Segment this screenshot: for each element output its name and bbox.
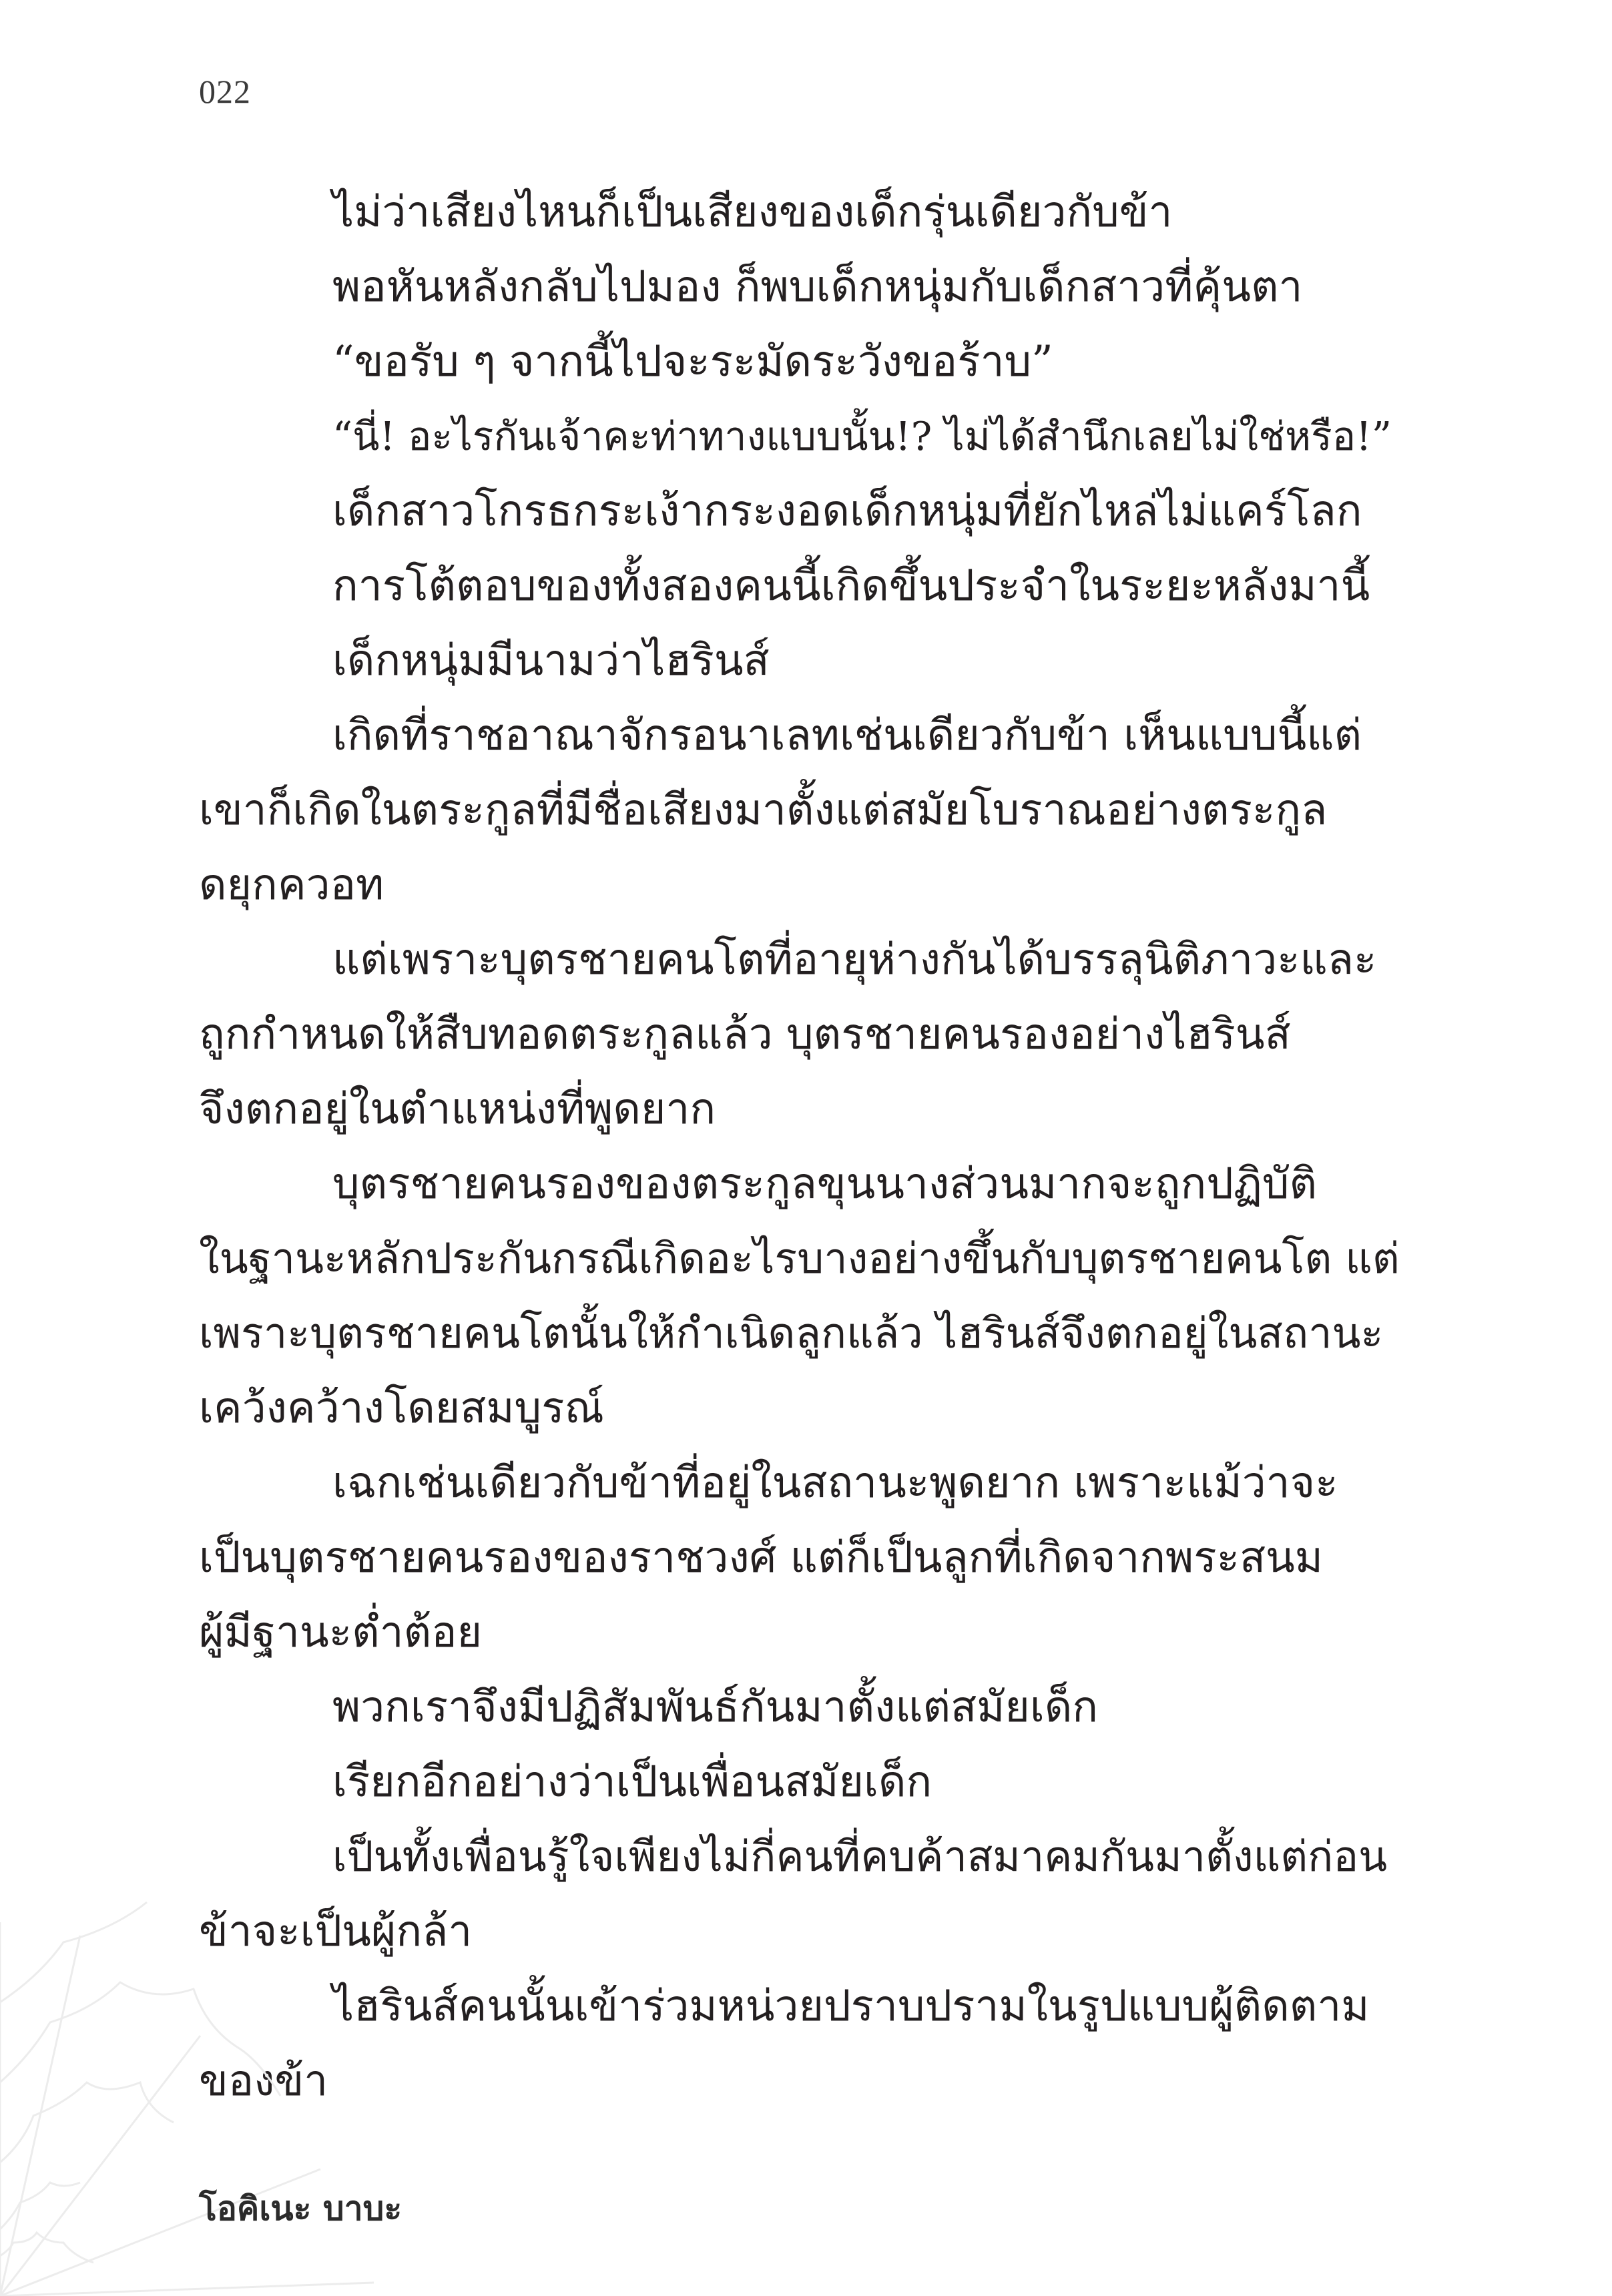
author-name: โอคิเนะ บาบะ: [199, 2189, 402, 2228]
text-line: เป็นบุตรชายคนรองของราชวงศ์ แต่ก็เป็นลูกที่เกิดจากพระสนม: [199, 1533, 1323, 1583]
text-line: เขาก็เกิดในตระกูลที่มีชื่อเสียงมาตั้งแต่สมัยโบราณอย่างตระกูล: [199, 786, 1328, 835]
text-line: เกิดที่ราชอาณาจักรอนาเลทเช่นเดียวกับข้า เห็นแบบนี้แต่: [332, 711, 1362, 760]
page-number: 022: [199, 73, 251, 110]
text-line: เรียกอีกอย่างว่าเป็นเพื่อนสมัยเด็ก: [332, 1757, 932, 1807]
text-line: “ขอรับ ๆ จากนี้ไปจะระมัดระวังขอร้าบ”: [332, 337, 1053, 386]
text-line: ข้าจะเป็นผู้กล้า: [199, 1907, 473, 1956]
text-line: การโต้ตอบของทั้งสองคนนี้เกิดขึ้นประจำในระยะหลังมานี้: [332, 561, 1370, 611]
text-line: บุตรชายคนรองของตระกูลขุนนางส่วนมากจะถูกปฏิบัติ: [332, 1159, 1317, 1209]
text-line: ผู้มีฐานะต่ำต้อย: [199, 1608, 483, 1657]
text-line: เป็นทั้งเพื่อนรู้ใจเพียงไม่กี่คนที่คบค้าสมาคมกันมาตั้งแต่ก่อน: [332, 1832, 1388, 1881]
text-line: “นี่! อะไรกันเจ้าคะท่าทางแบบนั้น!? ไม่ได้สำนึกเลยไม่ใช่หรือ!”: [332, 413, 1392, 459]
text-line: ดยุกควอท: [199, 860, 384, 910]
text-line: เด็กหนุ่มมีนามว่าไฮรินส์: [332, 636, 770, 685]
text-line: จึงตกอยู่ในตำแหน่งที่พูดยาก: [199, 1085, 716, 1134]
body-text: [199, 175, 1400, 2118]
text-line: ของข้า: [199, 2056, 328, 2106]
text-line: พวกเราจึงมีปฏิสัมพันธ์กันมาตั้งแต่สมัยเด็ก: [332, 1683, 1099, 1732]
text-line: เฉกเช่นเดียวกับข้าที่อยู่ในสถานะพูดยาก เพราะแม้ว่าจะ: [332, 1458, 1338, 1508]
text-line: ถูกกำหนดให้สืบทอดตระกูลแล้ว บุตรชายคนรองอย่างไฮรินส์: [199, 1010, 1291, 1059]
text-line: ในฐานะหลักประกันกรณีเกิดอะไรบางอย่างขึ้นกับบุตรชายคนโต แต่: [199, 1234, 1400, 1283]
text-line: เพราะบุตรชายคนโตนั้นให้กำเนิดลูกแล้ว ไฮรินส์จึงตกอยู่ในสถานะ: [199, 1309, 1384, 1358]
text-line: ไม่ว่าเสียงไหนก็เป็นเสียงของเด็กรุ่นเดียวกับข้า: [332, 188, 1173, 237]
text-line: แต่เพราะบุตรชายคนโตที่อายุห่างกันได้บรรลุนิติภาวะและ: [332, 935, 1377, 984]
text-line: เคว้งคว้างโดยสมบูรณ์: [199, 1384, 604, 1433]
text-line: พอหันหลังกลับไปมอง ก็พบเด็กหนุ่มกับเด็กสาวที่คุ้นตา: [332, 262, 1303, 312]
text-line: เด็กสาวโกรธกระเง้ากระงอดเด็กหนุ่มที่ยักไหล่ไม่แคร์โลก: [332, 487, 1362, 536]
text-line: ไฮรินส์คนนั้นเข้าร่วมหน่วยปราบปรามในรูปแบบผู้ติดตาม: [332, 1982, 1370, 2031]
